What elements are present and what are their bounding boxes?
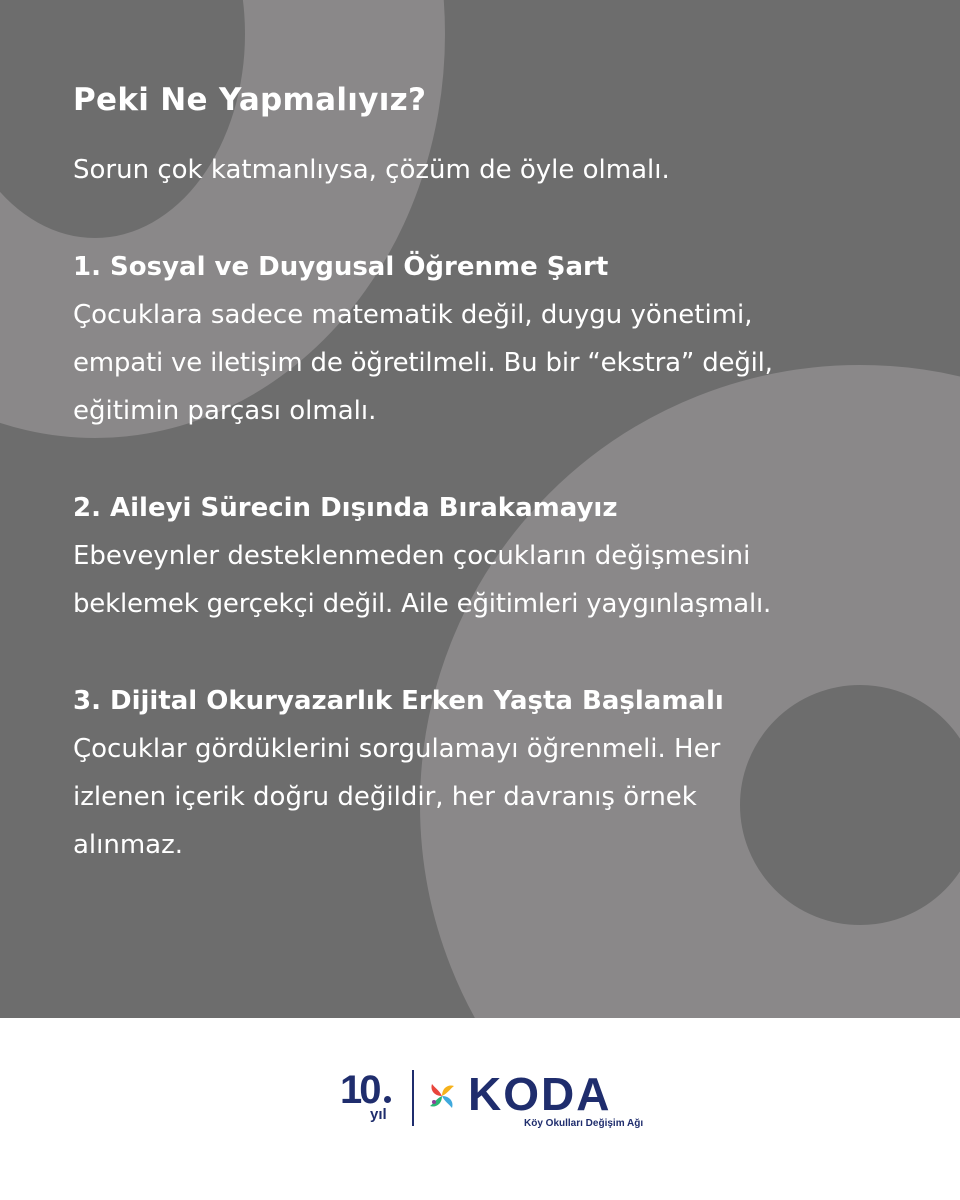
anniversary-dot (384, 1096, 391, 1103)
anniversary-unit: yıl (370, 1106, 387, 1123)
section-line: izlenen içerik doğru değildir, her davranış örnek (73, 782, 697, 812)
logo-divider (412, 1070, 414, 1126)
section-line: eğitimin parçası olmalı. (73, 396, 377, 426)
section-line: beklemek gerçekçi değil. Aile eğitimleri yaygınlaşmalı. (73, 589, 772, 619)
section-3 (73, 677, 893, 869)
section-line: empati ve iletişim de öğretilmeli. Bu bir “ekstra” değil, (73, 348, 773, 378)
section-heading: 2. Aileyi Sürecin Dışında Bırakamayız (73, 493, 618, 523)
section-heading: 3. Dijital Okuryazarlık Erken Yaşta Başlamalı (73, 686, 724, 716)
brand-tagline: Köy Okulları Değişim Ağı (524, 1118, 644, 1129)
section-line: Çocuklar gördüklerini sorgulamayı öğrenmeli. Her (73, 734, 721, 764)
section-line: alınmaz. (73, 830, 184, 860)
page-title: Peki Ne Yapmalıyız? (73, 82, 427, 118)
section-heading: 1. Sosyal ve Duygusal Öğrenme Şart (73, 252, 609, 282)
intro-text: Sorun çok katmanlıysa, çözüm de öyle olmalı. (73, 155, 670, 185)
pinwheel-icon (422, 1076, 462, 1116)
koda-logo (340, 1066, 644, 1156)
section-1 (73, 243, 893, 435)
brand-name: KODA (468, 1068, 612, 1120)
footer (0, 1018, 960, 1200)
section-line: Çocuklara sadece matematik değil, duygu yönetimi, (73, 300, 753, 330)
section-2 (73, 484, 893, 628)
article (73, 78, 893, 869)
anniversary-number: 10 (340, 1068, 379, 1112)
section-line: Ebeveynler desteklenmeden çocukların değişmesini (73, 541, 751, 571)
